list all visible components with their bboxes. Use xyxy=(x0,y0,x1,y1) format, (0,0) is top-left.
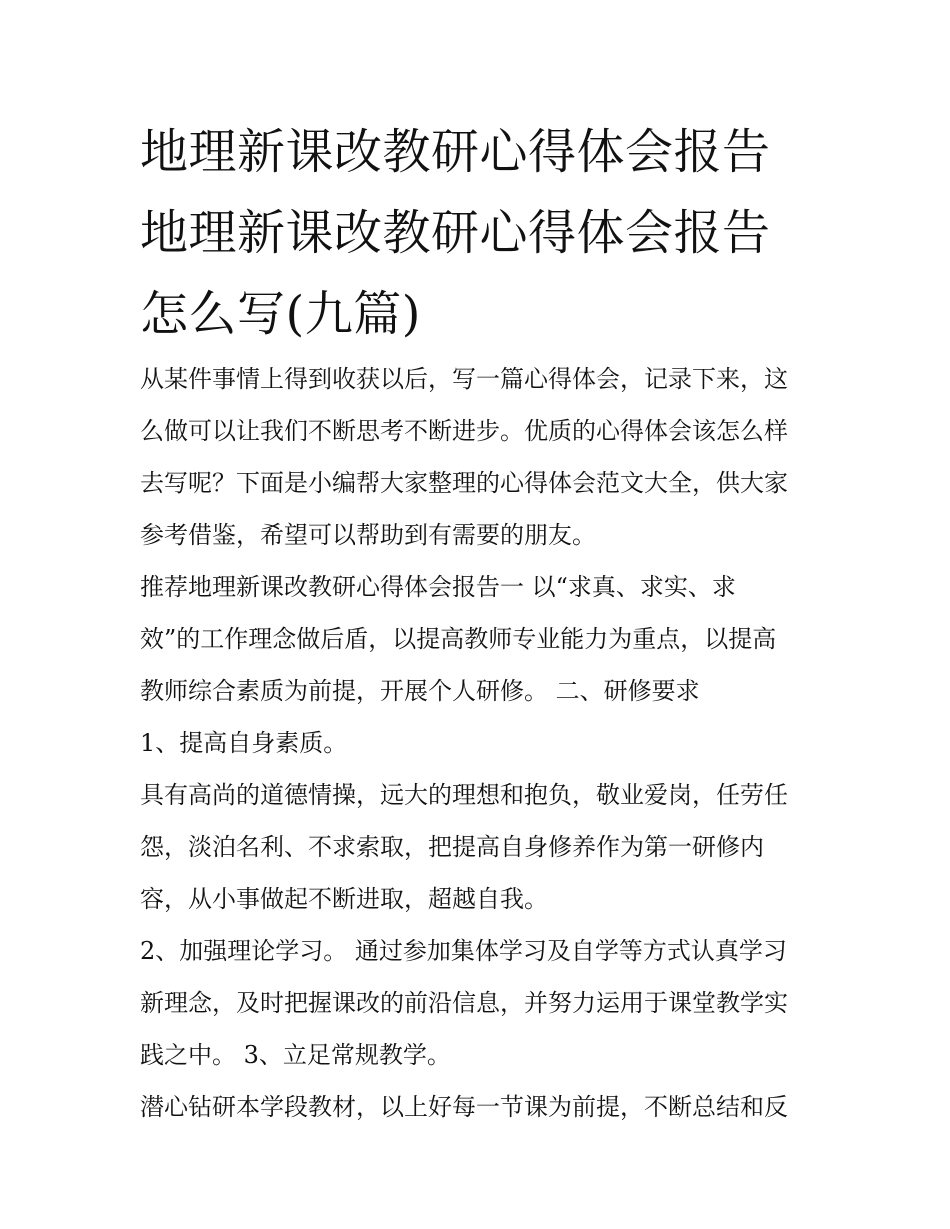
text-line: 容，从小事做起不断进取，超越自我。 xyxy=(140,885,548,913)
text-line: 效”的工作理念做后盾，以提高教师专业能力为重点，以提高 xyxy=(140,625,777,653)
text-line: 么做可以让我们不断思考不断进步。优质的心得体会该怎么样 xyxy=(140,417,788,445)
paragraph-teaching xyxy=(140,1081,820,1133)
text-line: 2、加强理论学习。 通过参加集体学习及自学等方式认真学习 xyxy=(140,937,787,965)
text-line: 推荐地理新课改教研心得体会报告一 以“求真、求实、求 xyxy=(140,573,736,601)
paragraph-recommend xyxy=(140,561,820,717)
text-line: 潜心钻研本学段教材，以上好每一节课为前提，不断总结和反 xyxy=(140,1093,788,1121)
paragraph-intro xyxy=(140,353,820,561)
title-line-1: 地理新课改教研心得体会报告 xyxy=(140,124,771,180)
text-line: 参考借鉴，希望可以帮助到有需要的朋友。 xyxy=(140,521,596,549)
text-line: 1、提高自身素质。 xyxy=(140,729,348,757)
paragraph-morality xyxy=(140,769,820,925)
paragraph-heading-1 xyxy=(140,717,820,769)
text-line: 具有高尚的道德情操，远大的理想和抱负，敬业爱岗，任劳任 xyxy=(140,781,788,809)
text-line: 从某件事情上得到收获以后，写一篇心得体会，记录下来，这 xyxy=(140,365,788,393)
paragraph-theory xyxy=(140,925,820,1081)
title-line-2: 地理新课改教研心得体会报告 xyxy=(140,205,771,261)
document-title xyxy=(140,112,820,355)
text-line: 去写呢？下面是小编帮大家整理的心得体会范文大全，供大家 xyxy=(140,469,788,497)
text-line: 怨，淡泊名利、不求索取，把提高自身修养作为第一研修内 xyxy=(140,833,764,861)
title-line-3: 怎么写(九篇) xyxy=(140,286,421,342)
text-line: 践之中。 3、立足常规教学。 xyxy=(140,1041,451,1069)
text-line: 新理念，及时把握课改的前沿信息，并努力运用于课堂教学实 xyxy=(140,989,788,1017)
text-line: 教师综合素质为前提，开展个人研修。 二、研修要求 xyxy=(140,677,700,705)
document-body xyxy=(140,353,820,1133)
